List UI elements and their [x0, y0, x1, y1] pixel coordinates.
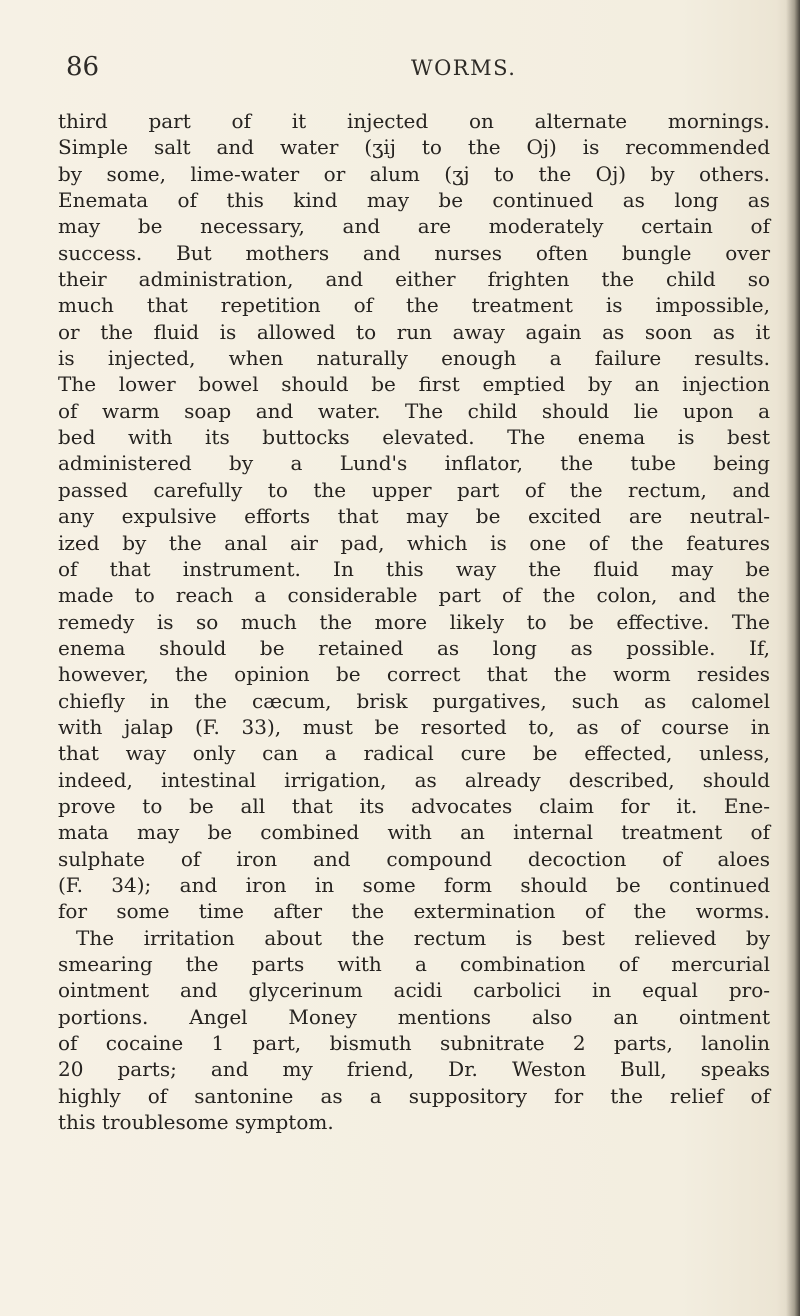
text-line: of that instrument. In this way the fluid may be [58, 556, 770, 581]
text-line: by some, lime-water or alum (ʒj to the Oj) by others. [58, 161, 770, 186]
text-line: made to reach a considerable part of the colon, and the [58, 583, 770, 608]
text-line: their administration, and either frighten the child so [58, 267, 770, 292]
text-line: administered by a Lund's inflator, the tube being [58, 451, 770, 476]
text-line: (F. 34); and iron in some form should be continued [58, 872, 770, 897]
text-line: The lower bowel should be first emptied by an injection [58, 372, 770, 397]
text-line: smearing the parts with a combination of mercurial [58, 952, 770, 976]
text-line: 20 parts; and my friend, Dr. Weston Bull, speaks [58, 1057, 770, 1082]
text-line: that way only can a radical cure be effected, unless, [58, 741, 770, 766]
text-line: of warm soap and water. The child should lie upon a [58, 398, 770, 423]
body-text [58, 108, 770, 1135]
text-line: success. But mothers and nurses often bungle over [58, 240, 770, 265]
text-line: The irritation about the rectum is best relieved by [76, 925, 770, 950]
text-line: ized by the anal air pad, which is one of the features [58, 530, 770, 555]
text-line: passed carefully to the upper part of the rectum, and [58, 477, 770, 502]
text-line: or the fluid is allowed to run away again as soon as it [58, 319, 770, 344]
text-line: is injected, when naturally enough a failure results. [58, 346, 770, 371]
text-line: Enemata of this kind may be continued as long as [58, 188, 770, 213]
text-line: Simple salt and water (ʒij to the Oj) is recommended [58, 135, 770, 160]
text-line: of cocaine 1 part, bismuth subnitrate 2 parts, lanolin [58, 1031, 770, 1056]
text-line: with jalap (F. 33), must be resorted to, as of course in [58, 714, 770, 739]
page-header [66, 52, 766, 88]
text-line: mata may be combined with an internal treatment of [58, 820, 770, 845]
text-line: highly of santonine as a suppository for the relief of [58, 1083, 770, 1108]
text-line-last: this troublesome symptom. [58, 1110, 334, 1135]
page-edge-shadow [786, 0, 800, 1316]
text-line: ointment and glycerinum acidi carbolici in equal pro- [58, 978, 770, 1003]
text-line: may be necessary, and are moderately certain of [58, 214, 770, 239]
text-line: indeed, intestinal irrigation, as already described, should [58, 767, 770, 792]
text-line: much that repetition of the treatment is impossible, [58, 293, 770, 318]
text-line: remedy is so much the more likely to be effective. The [58, 609, 770, 634]
text-line: sulphate of iron and compound decoction of aloes [58, 846, 770, 871]
text-line: enema should be retained as long as possible. If, [58, 635, 770, 660]
running-head: WORMS. [411, 56, 517, 80]
text-line: however, the opinion be correct that the worm resides [58, 662, 770, 687]
text-line: portions. Angel Money mentions also an ointment [58, 1004, 770, 1029]
text-line: prove to be all that its advocates claim for it. Ene- [58, 793, 770, 818]
text-line: for some time after the extermination of the worms. [58, 899, 770, 924]
text-line: bed with its buttocks elevated. The enema is best [58, 425, 770, 450]
text-line: third part of it injected on alternate mornings. [58, 109, 770, 133]
page-number: 86 [66, 52, 100, 82]
text-line: chiefly in the cæcum, brisk purgatives, such as calomel [58, 688, 770, 713]
text-line: any expulsive efforts that may be excited are neutral- [58, 504, 770, 529]
